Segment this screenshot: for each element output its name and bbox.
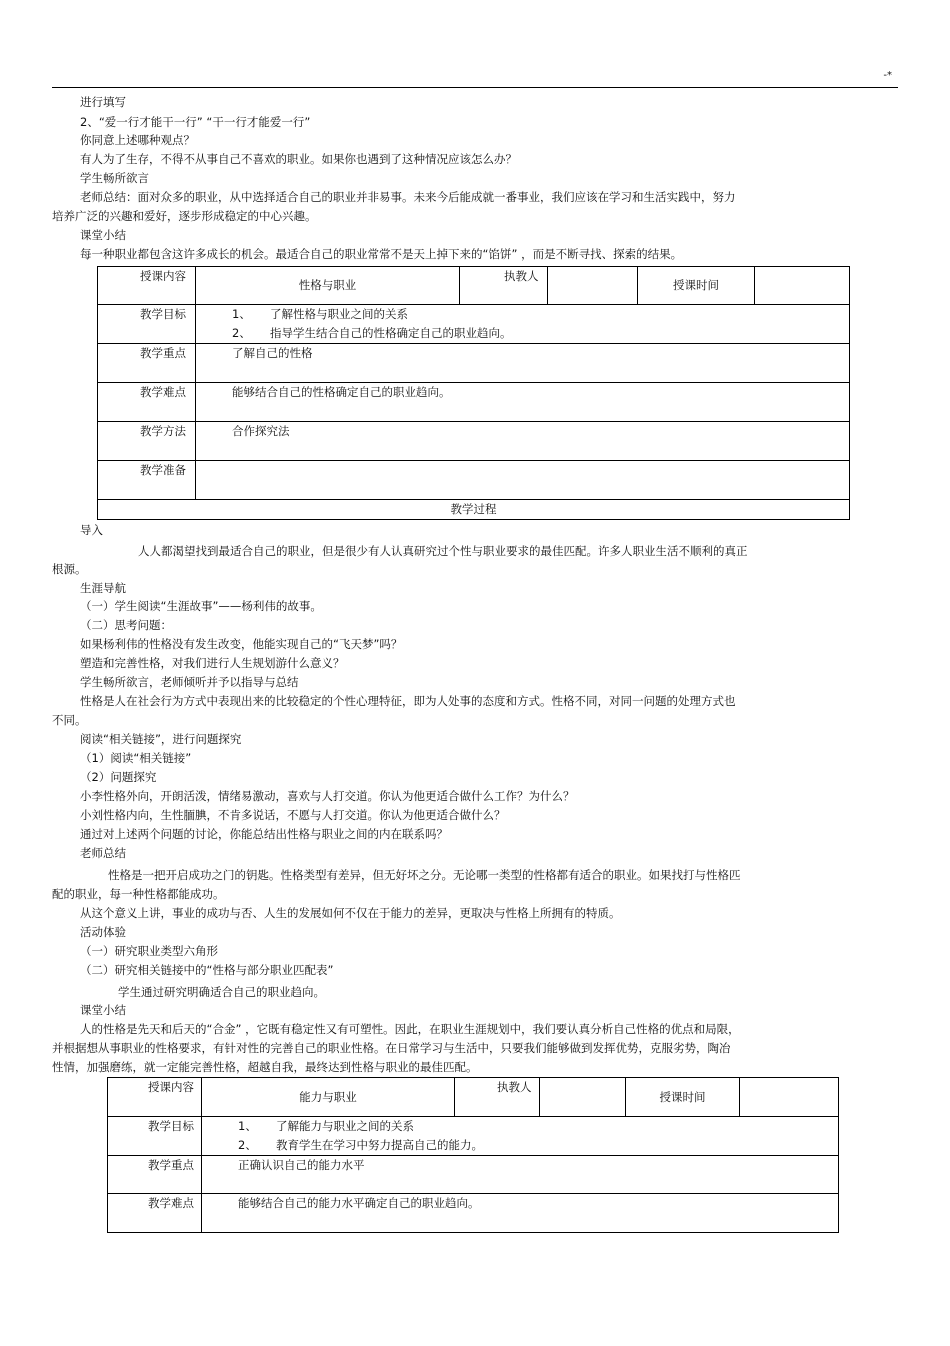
- method-value: 合作探究法: [196, 422, 850, 461]
- goal-1-number: 1、: [238, 1119, 257, 1133]
- preparation-value: [196, 461, 850, 500]
- lesson-table-2: [107, 1077, 839, 1233]
- goal-label: 教学目标: [98, 305, 196, 344]
- text-line: （1）阅读“相关链接”: [80, 751, 192, 765]
- goal-value: [202, 1117, 839, 1156]
- teacher-label: 执教人: [460, 267, 548, 305]
- method-label: 教学方法: [98, 422, 196, 461]
- text-line: 配的职业，每一种性格都能成功。: [52, 887, 225, 901]
- content-label: 授课内容: [98, 267, 196, 305]
- text-line: （二）思考问题：: [80, 618, 172, 632]
- text-line: 小李性格外向，开朗活泼，情绪易激动，喜欢与人打交道。你认为他更适合做什么工作？为什么？: [80, 789, 575, 803]
- text-line: 塑造和完善性格，对我们进行人生规划游什么意义？: [80, 656, 345, 670]
- text-line: 并根据想从事职业的性格要求，有针对性的完善自己的职业性格。在日常学习与生活中，只要我们能够做到发挥优势，克服劣势，陶冶: [52, 1041, 731, 1055]
- content-value: 能力与职业: [202, 1078, 455, 1117]
- text-line: （一）学生阅读“生涯故事”——杨利伟的故事。: [80, 599, 322, 613]
- text-line: 不同。: [52, 713, 87, 727]
- goal-1-text: 了解能力与职业之间的关系: [276, 1119, 414, 1133]
- text-line: 小刘性格内向，生性腼腆，不肯多说话，不愿与人打交道。你认为他更适合做什么？: [80, 808, 506, 822]
- teacher-value: [540, 1078, 626, 1117]
- lesson-table-1: [97, 266, 850, 520]
- text-line: （2）问题探究: [80, 770, 157, 784]
- text-line: 性情，加强磨练，就一定能完善性格，超越自我，最终达到性格与职业的最佳匹配。: [52, 1060, 478, 1074]
- goal-2-text: 教育学生在学习中努力提高自己的能力。: [276, 1138, 483, 1152]
- goal-label: 教学目标: [108, 1117, 202, 1156]
- text-line: 培养广泛的兴趣和爱好，逐步形成稳定的中心兴趣。: [52, 209, 317, 223]
- text-line: 从这个意义上讲，事业的成功与否、人生的发展如何不仅在于能力的差异，更取决与性格上所拥有的特质。: [80, 906, 621, 920]
- text-line: 阅读“相关链接”，进行问题探究: [80, 732, 242, 746]
- goal-value: [196, 305, 850, 344]
- text-line: （一）研究职业类型六角形: [80, 944, 218, 958]
- text-line: 通过对上述两个问题的讨论，你能总结出性格与职业之间的内在联系吗？: [80, 827, 448, 841]
- text-line: 导入: [80, 523, 103, 537]
- header-mark: -*: [883, 70, 892, 81]
- time-value: [755, 267, 850, 305]
- content-value: 性格与职业: [196, 267, 460, 305]
- text-line: 人的性格是先天和后天的“合金” ，它既有稳定性又有可塑性。因此，在职业生涯规划中，我们要认真分析自己性格的优点和局限，: [80, 1022, 740, 1036]
- text-line: 活动体验: [80, 925, 126, 939]
- key-point-label: 教学重点: [108, 1156, 202, 1194]
- text-line: 生涯导航: [80, 581, 126, 595]
- text-line: 老师总结: [80, 846, 126, 860]
- goal-2-number: 2、: [238, 1138, 257, 1152]
- goal-2-number: 2、: [232, 326, 251, 340]
- text-line: 每一种职业都包含这许多成长的机会。最适合自己的职业常常不是天上掉下来的“馅饼” ，而是不断寻找、探索的结果。: [80, 247, 683, 261]
- goal-1-text: 了解性格与职业之间的关系: [270, 307, 408, 321]
- key-point-label: 教学重点: [98, 344, 196, 383]
- process-header: 教学过程: [98, 500, 850, 520]
- text-line: 2、“爱一行才能干一行” “干一行才能爱一行”: [80, 115, 311, 129]
- difficulty-value: 能够结合自己的能力水平确定自己的职业趋向。: [202, 1194, 839, 1233]
- goal-1-number: 1、: [232, 307, 251, 321]
- teacher-label: 执教人: [455, 1078, 540, 1117]
- preparation-label: 教学准备: [98, 461, 196, 500]
- text-line: 学生畅所欲言，老师倾听并予以指导与总结: [80, 675, 299, 689]
- text-line: 如果杨利伟的性格没有发生改变，他能实现自己的“飞天梦”吗？: [80, 637, 403, 651]
- text-line: 老师总结：面对众多的职业，从中选择适合自己的职业并非易事。未来今后能成就一番事业，我们应该在学习和生活实践中，努力: [80, 190, 736, 204]
- text-line: 进行填写: [80, 95, 126, 109]
- difficulty-label: 教学难点: [108, 1194, 202, 1233]
- time-label: 授课时间: [638, 267, 755, 305]
- text-line: 性格是人在社会行为方式中表现出来的比较稳定的个性心理特征，即为人处事的态度和方式。性格不同，对同一问题的处理方式也: [80, 694, 736, 708]
- text-line: 学生畅所欲言: [80, 171, 149, 185]
- text-line: 根源。: [52, 562, 87, 576]
- text-line: 学生通过研究明确适合自己的职业趋向。: [118, 985, 325, 999]
- key-point-value: 了解自己的性格: [196, 344, 850, 383]
- key-point-value: 正确认识自己的能力水平: [202, 1156, 839, 1194]
- goal-2-text: 指导学生结合自己的性格确定自己的职业趋向。: [270, 326, 512, 340]
- text-line: 人人都渴望找到最适合自己的职业，但是很少有人认真研究过个性与职业要求的最佳匹配。许多人职业生活不顺利的真正: [138, 544, 748, 558]
- text-line: （二）研究相关链接中的“性格与部分职业匹配表”: [80, 963, 334, 977]
- text-line: 性格是一把开启成功之门的钥匙。性格类型有差异，但无好坏之分。无论哪一类型的性格都有适合的职业。如果找打与性格匹: [108, 868, 741, 882]
- difficulty-value: 能够结合自己的性格确定自己的职业趋向。: [196, 383, 850, 422]
- text-line: 课堂小结: [80, 1003, 126, 1017]
- time-label: 授课时间: [626, 1078, 740, 1117]
- text-line: 课堂小结: [80, 228, 126, 242]
- header-rule: [52, 87, 898, 88]
- teacher-value: [548, 267, 638, 305]
- difficulty-label: 教学难点: [98, 383, 196, 422]
- content-label: 授课内容: [108, 1078, 202, 1117]
- text-line: 有人为了生存，不得不从事自己不喜欢的职业。如果你也遇到了这种情况应该怎么办？: [80, 152, 517, 166]
- time-value: [740, 1078, 839, 1117]
- text-line: 你同意上述哪种观点？: [80, 133, 195, 147]
